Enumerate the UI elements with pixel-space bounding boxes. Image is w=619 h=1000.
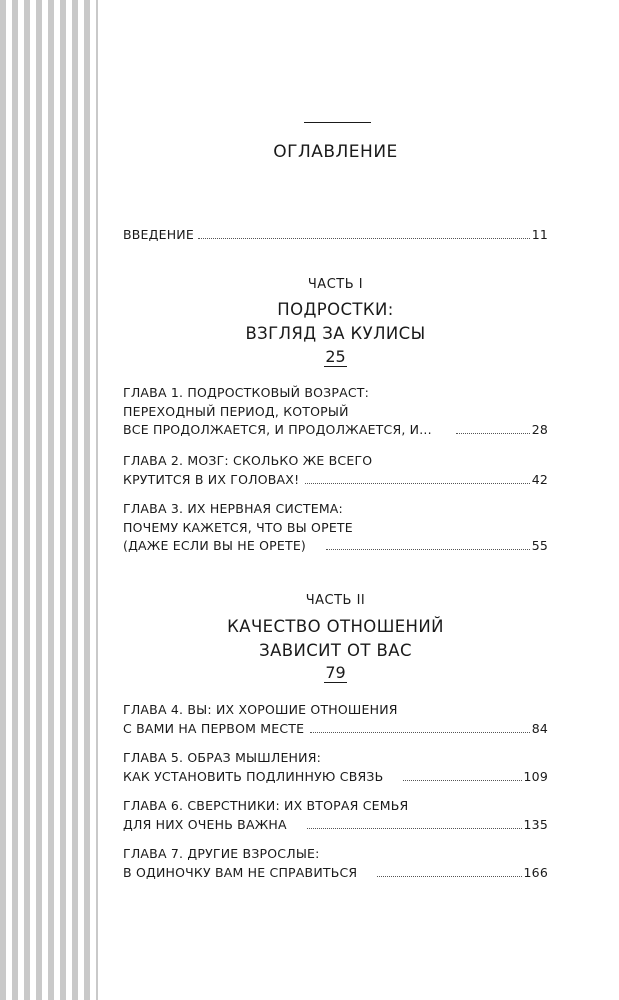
toc-entry-intro[interactable]: [123, 227, 548, 243]
dot-leader: [403, 779, 521, 781]
part-title-line: ПОДРОСТКИ:: [277, 300, 394, 319]
toc-entry-page: 11: [531, 227, 548, 242]
toc-entry-chapter-5[interactable]: [123, 749, 548, 786]
chapter-line: ГЛАВА 1. ПОДРОСТКОВЫЙ ВОЗРАСТ:: [123, 385, 370, 400]
chapter-line: ВСЕ ПРОДОЛЖАЕТСЯ, И ПРОДОЛЖАЕТСЯ, И...: [123, 422, 432, 438]
dot-leader: [307, 827, 522, 829]
chapter-page: 135: [523, 816, 548, 832]
chapter-page: 166: [523, 864, 548, 880]
chapter-line: ГЛАВА 2. МОЗГ: СКОЛЬКО ЖЕ ВСЕГО: [123, 453, 373, 468]
dot-leader: [198, 237, 530, 239]
part-page-number: 79: [325, 663, 346, 682]
chapter-line: ГЛАВА 3. ИХ НЕРВНАЯ СИСТЕМА:: [123, 501, 343, 516]
toc-entry-chapter-3[interactable]: [123, 500, 548, 556]
toc-entry-label: ВВЕДЕНИЕ: [123, 227, 194, 242]
dot-leader: [305, 482, 529, 484]
chapter-line: (ДАЖЕ ЕСЛИ ВЫ НЕ ОРЕТЕ): [123, 538, 307, 554]
chapter-line: ПЕРЕХОДНЫЙ ПЕРИОД, КОТОРЫЙ: [123, 403, 349, 419]
toc-entry-chapter-4[interactable]: [123, 701, 548, 738]
title-rule: [304, 122, 371, 123]
page-title: ОГЛАВЛЕНИЕ: [273, 142, 398, 162]
chapter-page: 109: [523, 768, 548, 784]
part-title-line: ЗАВИСИТ ОТ ВАС: [259, 641, 412, 660]
chapter-page: 84: [531, 720, 548, 736]
chapter-line: ГЛАВА 5. ОБРАЗ МЫШЛЕНИЯ:: [123, 750, 321, 765]
toc-page: [123, 0, 548, 1000]
chapter-page: 42: [531, 471, 548, 487]
toc-entry-chapter-7[interactable]: [123, 845, 548, 882]
chapter-line: ГЛАВА 6. СВЕРСТНИКИ: ИХ ВТОРАЯ СЕМЬЯ: [123, 798, 409, 813]
chapter-line: ПОЧЕМУ КАЖЕТСЯ, ЧТО ВЫ ОРЕТЕ: [123, 519, 353, 535]
part-title-line: ВЗГЛЯД ЗА КУЛИСЫ: [245, 324, 426, 343]
chapter-line: ГЛАВА 4. ВЫ: ИХ ХОРОШИЕ ОТНОШЕНИЯ: [123, 702, 398, 717]
part-page: [123, 663, 548, 682]
toc-entry-chapter-6[interactable]: [123, 797, 548, 834]
dot-leader: [310, 731, 529, 733]
chapter-page: 55: [531, 538, 548, 554]
chapter-line: КАК УСТАНОВИТЬ ПОДЛИННУЮ СВЯЗЬ: [123, 768, 384, 784]
part-label: ЧАСТЬ II: [305, 593, 366, 608]
chapter-line: В ОДИНОЧКУ ВАМ НЕ СПРАВИТЬСЯ: [123, 864, 358, 880]
part-label: ЧАСТЬ I: [307, 277, 364, 292]
dot-leader: [456, 432, 530, 434]
toc-entry-chapter-2[interactable]: [123, 452, 548, 489]
decorative-stripes: [0, 0, 100, 1000]
chapter-line: ДЛЯ НИХ ОЧЕНЬ ВАЖНА: [123, 816, 287, 832]
part-title-line: КАЧЕСТВО ОТНОШЕНИЙ: [227, 617, 444, 636]
toc-entry-chapter-1[interactable]: [123, 384, 548, 440]
chapter-line: ГЛАВА 7. ДРУГИЕ ВЗРОСЛЫЕ:: [123, 846, 320, 861]
part-page-number: 25: [325, 347, 346, 366]
dot-leader: [377, 875, 521, 877]
part-title: [123, 298, 548, 346]
chapter-line: С ВАМИ НА ПЕРВОМ МЕСТЕ: [123, 720, 305, 736]
part-title: [123, 615, 548, 663]
chapter-line: КРУТИТСЯ В ИХ ГОЛОВАХ!: [123, 471, 300, 487]
dot-leader: [326, 548, 530, 550]
chapter-page: 28: [531, 422, 548, 438]
part-page: [123, 347, 548, 366]
